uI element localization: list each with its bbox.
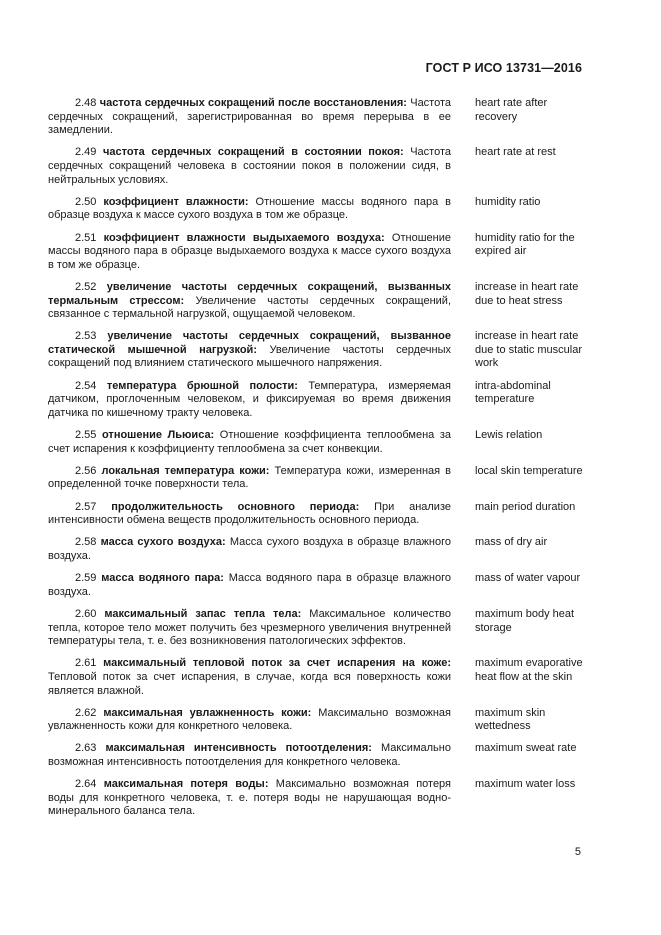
- term-definition-ru: [48, 380, 451, 421]
- term-english: increase in heart rate due to heat stress: [475, 280, 579, 307]
- term-definition-ru: [48, 608, 451, 649]
- term-text: Масса водяного пара в образце влажного воздуха.: [48, 572, 451, 598]
- term-number: 2.64: [75, 778, 97, 791]
- term-entry: [48, 196, 583, 223]
- term-number: 2.55: [75, 429, 97, 442]
- term-number: 2.59: [75, 572, 97, 585]
- term-entry: [48, 572, 583, 599]
- term-number: 2.49: [75, 146, 97, 159]
- term-text: Максимально возможная интенсивность потоотделения для конкретного человека.: [48, 742, 451, 769]
- term-number: 2.62: [75, 706, 97, 719]
- term-text: Масса сухого воздуха в образце влажного воздуха.: [48, 536, 451, 562]
- term-name: частота сердечных сокращений в состоянии покоя:: [102, 146, 404, 159]
- term-english: main period duration: [475, 500, 576, 513]
- term-text: Увеличение частоты сердечных сокращений под влиянием статического мышечного напряжения.: [48, 343, 451, 370]
- term-english: maximum skin wettedness: [475, 706, 546, 733]
- term-definition-ru: [48, 742, 451, 769]
- term-english: maximum evaporative heat flow at the skin: [475, 657, 583, 683]
- term-definition-ru: [48, 146, 451, 187]
- term-number: 2.58: [75, 536, 97, 549]
- term-entry: [48, 97, 583, 138]
- term-entry: [48, 281, 583, 322]
- term-name: продолжительность основного периода:: [111, 500, 360, 513]
- term-definition-ru: [48, 707, 451, 734]
- term-english: Lewis relation: [475, 429, 543, 442]
- term-name: масса водяного пара:: [101, 572, 224, 585]
- term-definition-ru: [48, 429, 451, 456]
- term-definition-ru: [48, 97, 451, 138]
- term-text: При анализе интенсивности обмена веществ продолжительность основного периода.: [48, 500, 451, 527]
- term-entry: [48, 657, 583, 698]
- term-text: Частота сердечных сокращений, зарегистрированная во время перерыва в ее замедлении.: [48, 97, 452, 137]
- term-name: локальная температура кожи:: [101, 464, 270, 477]
- term-definition-ru: [48, 465, 451, 492]
- term-definition-ru: [48, 536, 451, 563]
- term-text: Отношение массы водяного пара в образце выдыхаемого воздуха к массе сухого воздуха в том же образце.: [48, 231, 451, 271]
- term-english: heart rate after recovery: [475, 97, 548, 123]
- term-name: увеличение частоты сердечных сокращений, вызванных термальным стрессом:: [48, 280, 451, 307]
- term-text: Частота сердечных сокращений человека в состоянии покоя в положении сидя, в нейтральных условиях.: [48, 146, 451, 186]
- term-number: 2.52: [75, 280, 97, 293]
- term-english: mass of dry air: [475, 536, 548, 549]
- term-name: масса сухого воздуха:: [100, 536, 226, 549]
- term-number: 2.56: [75, 464, 97, 477]
- term-name: частота сердечных сокращений после восстановления:: [99, 97, 407, 109]
- term-english: humidity ratio for the expired air: [475, 231, 575, 258]
- term-name: максимальная интенсивность потоотделения:: [105, 742, 372, 755]
- term-name: максимальный запас тепла тела:: [104, 607, 302, 620]
- page-number: 5: [574, 846, 581, 858]
- term-english: maximum body heat storage: [475, 607, 575, 634]
- term-text: Увеличение частоты сердечных сокращений, связанное с термальной нагрузкой, ощущаемой человеком.: [48, 294, 452, 321]
- term-entry: [48, 778, 583, 819]
- term-english: mass of water vapour: [475, 572, 581, 585]
- term-entry: [48, 330, 583, 371]
- term-definition-ru: [48, 501, 451, 528]
- term-entry: [48, 501, 583, 528]
- term-english: intra-abdominal temperature: [475, 379, 551, 406]
- term-number: 2.51: [75, 231, 97, 244]
- term-definition-ru: [48, 232, 451, 273]
- term-text: Максимальное количество тепла, которое тело может получить без чрезмерного увеличения внутренней температуры тела, т. е. без возникновения патологических эффектов.: [48, 607, 452, 648]
- term-name: максимальная потеря воды:: [103, 778, 269, 791]
- term-text: Температура, измеряемая датчиком, проглоченным человеком, и фиксируемая во время движения датчика по кишечному тракту человека.: [48, 379, 451, 419]
- term-number: 2.60: [75, 607, 97, 620]
- term-text: Максимально возможная увлажненность кожи для конкретного человека.: [48, 706, 451, 733]
- term-text: Отношение коэффициента теплообмена за счет испарения к коэффициенту теплообмена за счет конвекции.: [48, 429, 451, 455]
- term-text: Температура кожи, измеренная в определенной точке поверхности тела.: [48, 464, 452, 491]
- term-entry: [48, 465, 583, 492]
- term-number: 2.63: [75, 742, 97, 755]
- term-name: коэффициент влажности:: [103, 195, 249, 208]
- term-name: температура брюшной полости:: [106, 379, 298, 392]
- term-entry: [48, 380, 583, 421]
- term-definition-ru: [48, 281, 451, 322]
- term-definition-ru: [48, 330, 451, 371]
- term-number: 2.61: [75, 657, 97, 670]
- term-definition-ru: [48, 657, 451, 698]
- term-number: 2.50: [75, 195, 97, 208]
- term-entry: [48, 146, 583, 187]
- term-name: максимальный тепловой поток за счет испарения на коже:: [103, 657, 451, 670]
- document-header: ГОСТ Р ИСО 13731—2016: [425, 61, 582, 75]
- term-name: увеличение частоты сердечных сокращений, вызванное статической мышечной нагрузкой:: [48, 330, 451, 356]
- term-text: Тепловой поток за счет испарения, в случае, когда вся поверхность кожи является влажной.: [48, 670, 451, 697]
- term-text: Отношение массы водяного пара в образце воздуха к массе сухого воздуха в том же образце.: [48, 195, 451, 222]
- term-entry: [48, 608, 583, 649]
- term-definition-ru: [48, 572, 451, 599]
- term-english: increase in heart rate due to static muscular work: [475, 330, 582, 370]
- term-number: 2.54: [75, 379, 97, 392]
- term-entry: [48, 429, 583, 456]
- term-definition-ru: [48, 196, 451, 223]
- term-english: maximum water loss: [475, 778, 576, 791]
- term-number: 2.53: [75, 330, 97, 343]
- term-definition-ru: [48, 778, 451, 819]
- term-entry: [48, 536, 583, 563]
- term-english: heart rate at rest: [475, 146, 556, 159]
- term-english: local skin temperature: [475, 464, 583, 477]
- term-number: 2.48: [75, 97, 97, 109]
- term-number: 2.57: [75, 500, 97, 513]
- term-list: [48, 97, 583, 828]
- term-name: отношение Льюиса:: [101, 429, 215, 442]
- term-text: Максимально возможная потеря воды для конкретного человека, т. е. потеря воды не нарушающая водно-минерального баланса тела.: [48, 778, 452, 818]
- term-english: humidity ratio: [475, 195, 541, 208]
- term-english: maximum sweat rate: [475, 742, 577, 755]
- term-entry: [48, 707, 583, 734]
- term-entry: [48, 232, 583, 273]
- term-name: коэффициент влажности выдыхаемого воздуха:: [103, 231, 385, 244]
- term-name: максимальная увлажненность кожи:: [103, 706, 312, 719]
- term-entry: [48, 742, 583, 769]
